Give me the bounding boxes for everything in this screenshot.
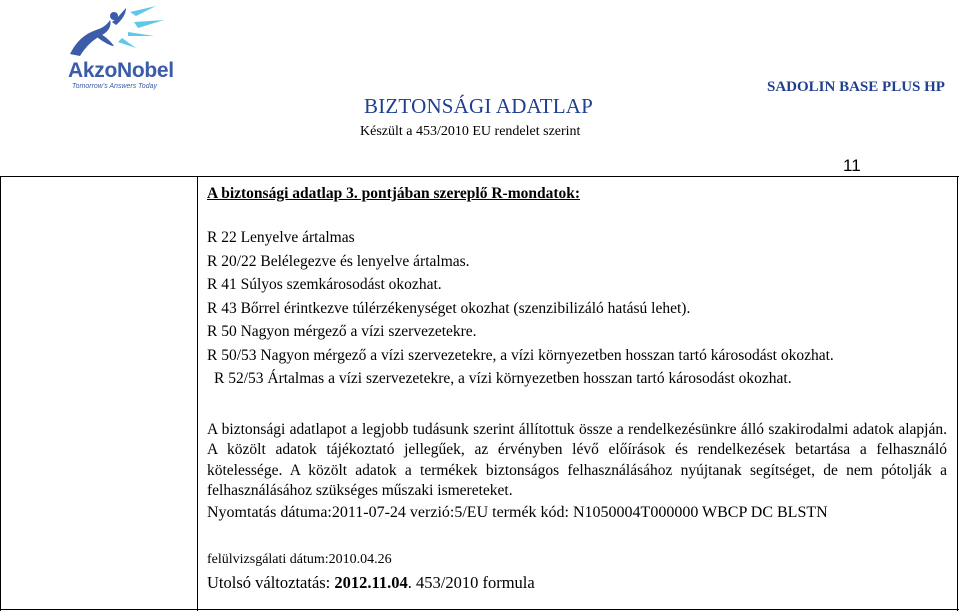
r-phrase-item: R 20/22 Belélegezve és lenyelve ártalmas. [207, 252, 470, 270]
r-phrase-item: R 50/53 Nagyon mérgező a vízi szervezetekre, a vízi környezetben hosszan tartó károsodást okozhat. [207, 346, 834, 364]
column-divider [197, 176, 198, 611]
product-name: SADOLIN BASE PLUS HP [767, 79, 945, 95]
page-number: 11 [843, 156, 861, 175]
r-phrase-item: R 41 Súlyos szemkárosodást okozhat. [207, 276, 442, 293]
last-change-label: Utolsó változtatás: [207, 573, 335, 592]
print-info-line: Nyomtatás dátuma:2011-07-24 verzió:5/EU termék kód: N1050004T000000 WBCP DC BLSTN [207, 503, 828, 521]
r-phrases-heading: A biztonsági adatlap 3. pontjában szereplő R-mondatok: [207, 185, 581, 202]
header-rule [0, 176, 959, 177]
r-phrases-list [207, 226, 947, 391]
disclaimer-paragraph: A biztonsági adatlapot a legjobb tudásunk szerint állítottuk össze a rendelkezésünkre álló szakirodalmi adatok alapján. A közölt adatok tájékoztató jellegűek, az érvényben lévő előírások és rendelkezések betartása a felhasználó kötelessége. A közölt adatok a termékek biztonságos felhasználásához nyújtanak segítséget, de nem pótolják a felhasználásához szükséges műszaki ismereteket. [207, 420, 947, 499]
right-border [957, 176, 958, 611]
r-phrase-item: R 22 Lenyelve ártalmas [207, 229, 355, 246]
last-change-date: 2012.11.04 [334, 573, 408, 592]
last-change-suffix: . 453/2010 formula [407, 573, 535, 592]
document-title: BIZTONSÁGI ADATLAP [364, 94, 593, 118]
r-phrase-item: R 43 Bőrrel érintkezve túlérzékenységet okozhat (szenzibilizáló hatású lehet). [207, 299, 691, 317]
last-change-line [207, 573, 947, 593]
revision-date: felülvizsgálati dátum:2010.04.26 [207, 552, 392, 567]
logo-tagline: Tomorrow's Answers Today [72, 83, 157, 90]
r-phrase-item: R 52/53 Ártalmas a vízi szervezetekre, a vízi környezetben hosszan tartó károsodást okozhat. [214, 370, 792, 387]
document-subtitle: Készült a 453/2010 EU rendelet szerint [360, 124, 581, 139]
akzonobel-logo [56, 4, 196, 96]
left-border [0, 176, 1, 611]
bottom-rule [0, 609, 959, 610]
r-phrase-item: R 50 Nagyon mérgező a vízi szervezetekre. [207, 323, 477, 340]
logo-wordmark: AkzoNobel [68, 59, 174, 82]
content-area [207, 183, 947, 593]
akzonobel-emblem-icon [56, 4, 196, 64]
